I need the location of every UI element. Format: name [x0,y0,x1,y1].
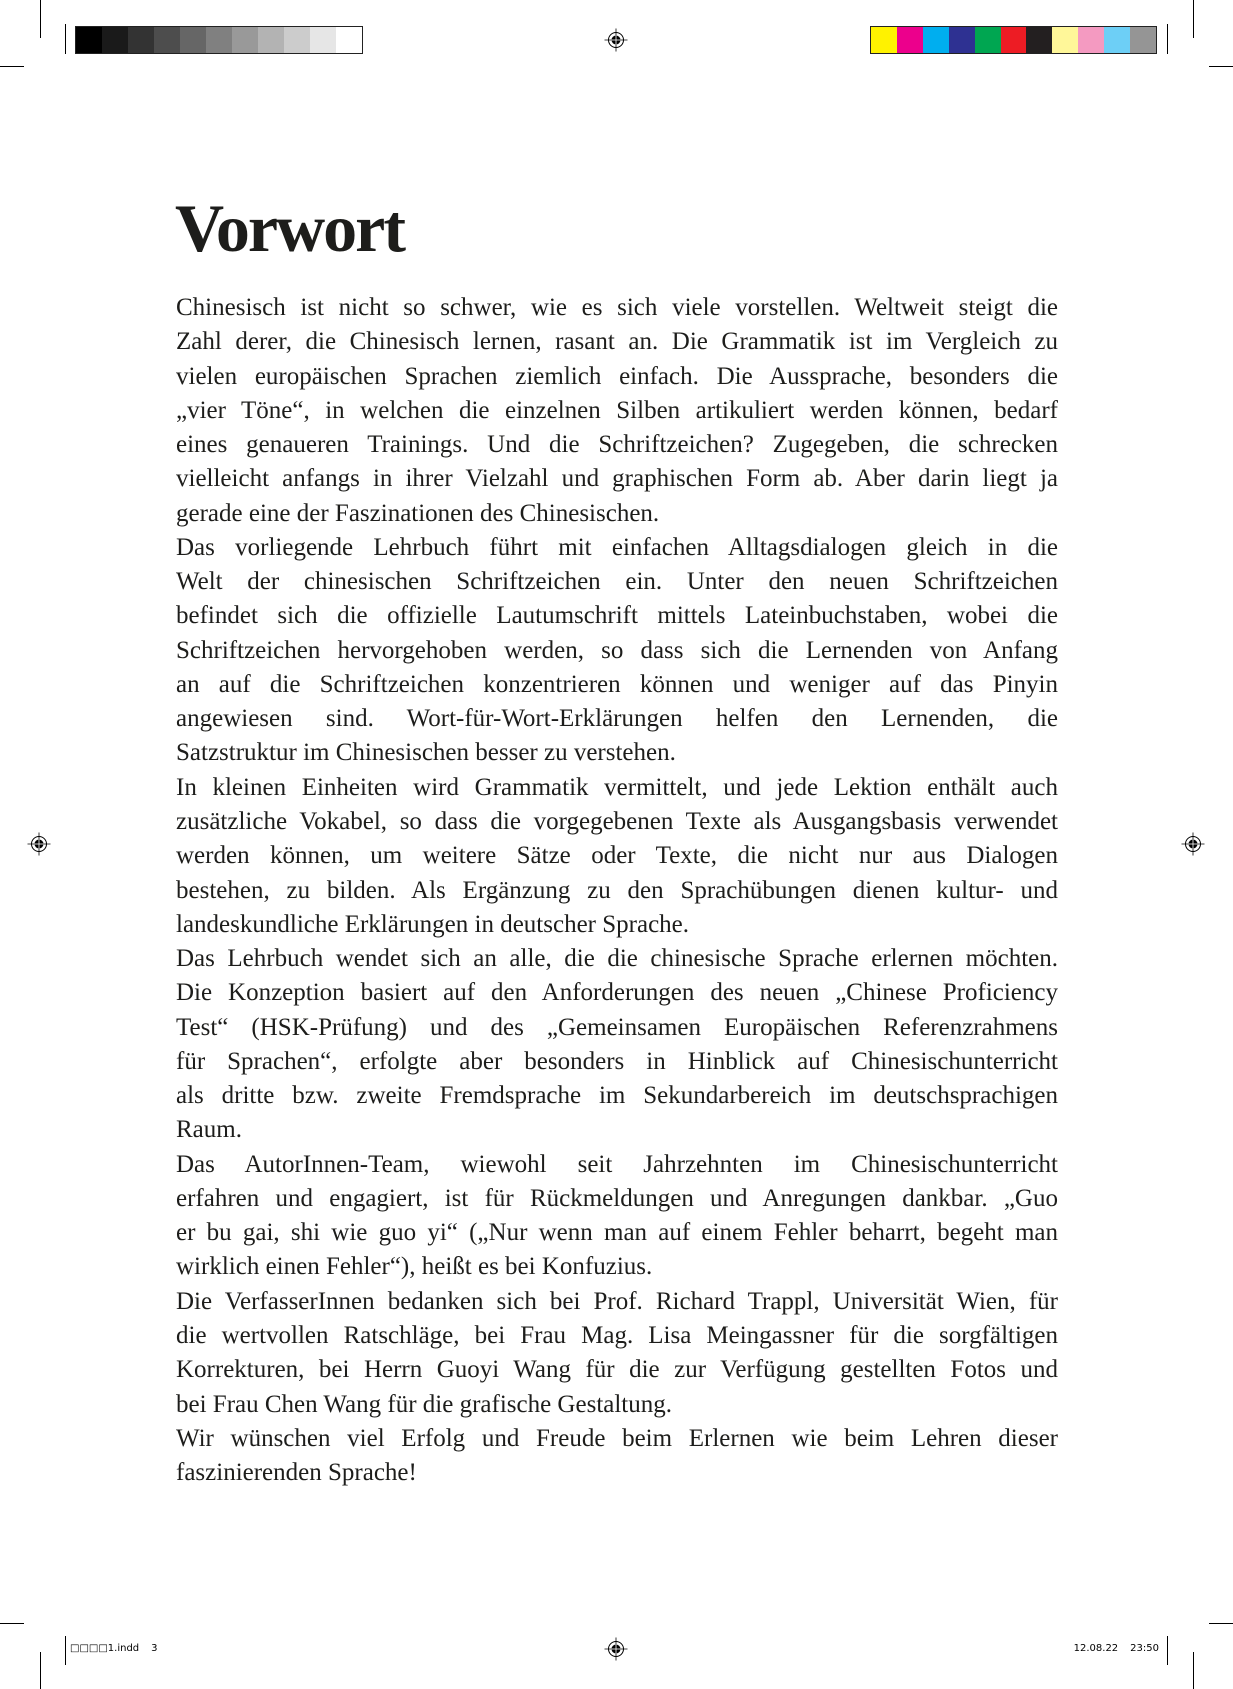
gray-patch [154,27,180,53]
text-line: wirklich einen Fehler“), heißt es bei Konfuzius. [176,1253,653,1281]
text-line: Satzstruktur im Chinesischen besser zu verstehen. [176,739,676,767]
crop-mark-bottom-right-horizontal [1209,1623,1233,1624]
color-patch [1130,27,1156,53]
text-line: die wertvollen Ratschläge, bei Frau Mag. Lisa Meingassner für die sorgfältigen [176,1321,1058,1349]
text-line: an auf die Schriftzeichen konzentrieren können und weniger auf das Pinyin [176,670,1058,698]
text-line: vielen europäischen Sprachen ziemlich einfach. Die Aussprache, besonders die [176,362,1058,390]
bleed-mark-top-right [1167,24,1168,54]
text-line: Welt der chinesischen Schriftzeichen ein. Unter den neuen Schriftzeichen [176,568,1058,596]
color-patch [975,27,1001,53]
text-line: „vier Töne“, in welchen die einzelnen Silben artikuliert werden können, bedarf [176,396,1058,424]
paragraph [176,291,1058,531]
color-patch [1104,27,1130,53]
crop-mark-bottom-right-vertical [1193,1652,1194,1689]
crop-mark-bottom-left-horizontal [0,1623,24,1624]
slug-file-info [70,1643,158,1655]
paragraph [176,942,1058,1148]
text-line: Wir wünschen viel Erfolg und Freude beim Erlernen wie beim Lehren dieser [176,1424,1058,1452]
registration-mark-top [604,28,628,52]
registration-mark-left [27,832,51,856]
text-line: gerade eine der Faszinationen des Chinesischen. [176,499,660,527]
paragraph [176,531,1058,771]
color-patch [949,27,975,53]
color-patch [1026,27,1052,53]
text-line: Chinesisch ist nicht so schwer, wie es sich viele vorstellen. Weltweit steigt die [176,294,1058,321]
text-line: Das Lehrbuch wendet sich an alle, die die chinesische Sprache erlernen möchten. [176,945,1058,973]
text-line: faszinierenden Sprache! [176,1459,417,1487]
text-line: zusätzliche Vokabel, so dass die vorgegebenen Texte als Ausgangsbasis verwendet [176,807,1058,835]
gray-patch [310,27,336,53]
paragraph [176,771,1058,942]
gray-patch [258,27,284,53]
crop-mark-top-left-vertical [40,0,41,38]
slug-page-number: 3 [151,1643,158,1654]
gray-patch [336,27,362,53]
registration-mark-right [1181,832,1205,856]
text-line: Schriftzeichen hervorgehoben werden, so dass sich die Lernenden von Anfang [176,636,1058,664]
gray-patch [232,27,258,53]
text-line: befindet sich die offizielle Lautumschrift mittels Lateinbuchstaben, wobei die [176,602,1058,630]
text-line: erfahren und engagiert, ist für Rückmeldungen und Anregungen dankbar. „Guo [176,1184,1058,1212]
text-line: bei Frau Chen Wang für die grafische Gestaltung. [176,1390,672,1418]
body-text [176,291,1058,1490]
color-patch [1001,27,1027,53]
bleed-mark-top-left [65,24,66,54]
gray-patch [128,27,154,53]
slug-time: 23:50 [1130,1643,1159,1654]
text-line: angewiesen sind. Wort-für-Wort-Erklärungen helfen den Lernenden, die [176,705,1058,733]
text-line: Korrekturen, bei Herrn Guoyi Wang für die zur Verfügung gestellten Fotos und [176,1356,1058,1384]
color-patch [923,27,949,53]
bleed-mark-bottom-right [1167,1636,1168,1665]
gray-patch [102,27,128,53]
text-line: Das AutorInnen-Team, wiewohl seit Jahrzehnten im Chinesischunterricht [176,1150,1058,1178]
color-patch [897,27,923,53]
bleed-mark-bottom-left [65,1636,66,1665]
paragraph [176,1148,1058,1285]
color-patch [871,27,897,53]
color-patch [1078,27,1104,53]
gray-patch [76,27,102,53]
text-line: In kleinen Einheiten wird Grammatik vermittelt, und jede Lektion enthält auch [176,773,1058,801]
paragraph [176,1285,1058,1422]
text-line: Die Konzeption basiert auf den Anforderungen des neuen „Chinese Proficiency [176,979,1058,1007]
grayscale-control-strip [75,26,363,54]
slug-date: 12.08.22 [1073,1643,1119,1654]
gray-patch [206,27,232,53]
text-line: Zahl derer, die Chinesisch lernen, rasant an. Die Grammatik ist im Vergleich zu [176,328,1058,356]
gray-patch [180,27,206,53]
text-line: landeskundliche Erklärungen in deutscher Sprache. [176,910,690,938]
text-line: Das vorliegende Lehrbuch führt mit einfachen Alltagsdialogen gleich in die [176,533,1058,561]
text-line: werden können, um weitere Sätze oder Texte, die nicht nur aus Dialogen [176,842,1058,870]
text-line: Die VerfasserInnen bedanken sich bei Prof. Richard Trappl, Universität Wien, für [176,1287,1058,1315]
crop-mark-top-left-horizontal [0,66,24,67]
text-line: eines genaueren Trainings. Und die Schriftzeichen? Zugegeben, die schrecken [176,431,1058,459]
color-patch [1052,27,1078,53]
crop-mark-top-right-vertical [1193,0,1194,38]
crop-mark-top-right-horizontal [1209,66,1233,67]
crop-mark-bottom-left-vertical [40,1652,41,1689]
text-line: als dritte bzw. zweite Fremdsprache im Sekundarbereich im deutschsprachigen [176,1082,1058,1110]
gray-patch [284,27,310,53]
text-line: bestehen, zu bilden. Als Ergänzung zu den Sprachübungen dienen kultur- und [176,876,1058,904]
text-line: Test“ (HSK-Prüfung) und des „Gemeinsamen Europäischen Referenzrahmens [176,1013,1058,1041]
slug-timestamp [1074,1643,1159,1655]
paragraph [176,1422,1058,1491]
text-line: er bu gai, shi wie guo yi“ („Nur wenn man auf einem Fehler beharrt, begeht man [176,1219,1058,1247]
color-control-strip [870,26,1157,54]
text-line: Raum. [176,1116,242,1144]
registration-mark-bottom [604,1637,628,1661]
text-line: vielleicht anfangs in ihrer Vielzahl und graphischen Form ab. Aber darin liegt ja [176,465,1058,493]
page-title: Vorwort [175,190,404,266]
slug-file-name: □□□□1.indd [70,1643,140,1654]
text-line: für Sprachen“, erfolgte aber besonders in Hinblick auf Chinesischunterricht [176,1047,1058,1075]
